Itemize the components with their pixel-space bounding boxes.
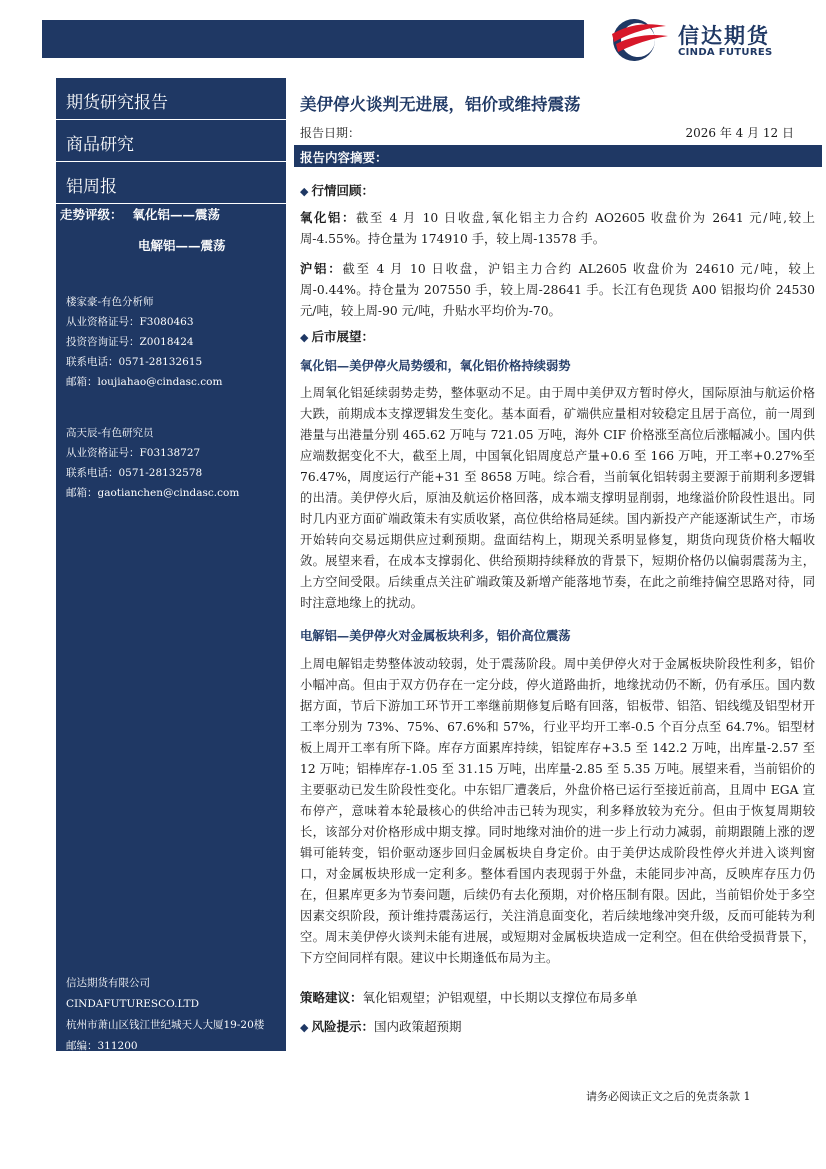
analyst-advisor-id: 投资咨询证号：Z0018424 bbox=[66, 336, 194, 348]
analyst-qualification: 从业资格证号：F3080463 bbox=[66, 316, 194, 328]
analyst-phone: 联系电话：0571-28132615 bbox=[66, 356, 203, 368]
alumina-outlook-text: 上周氧化铝延续弱势走势，整体驱动不足。由于周中美伊双方暂时停火，国际原油与航运价格大跌，前期成本支撑逻辑发生变化。基本面看，矿端供应量相对较稳定且居于高位，前一周到港量与出港量分别 465.62 万吨与 721.05 万吨，海外 CIF 价格涨至高位后涨幅减小。国内供应端数据变化不大，截至上周，中国氧化铝周度总产量+0.6 至 166 万吨，开工率+0.27%至 76.47%，周度运行产能+31 至 8658 万吨。综合看，当前氧化铝转弱主要源于前期利多逻辑的出清。美伊停火后，原油及航运价格回落，成本端支撑明显削弱，地缘溢价阶段性退出。同时几内亚方面矿端政策未有实质收紧，高位供给格局延续。国内新投产产能逐渐试生产，市场开始转向交易远期供应过剩预期。盘面结构上，期现关系明显修复，期货向现货价格大幅收敛。展望来看，在成本支撑弱化、供给预期持续释放的背景下，短期价格仍以偏弱震荡为主，上方空间受限。后续重点关注矿端政策及新增产能落地节奏，在此之前维持偏空思路对待，同时注意地缘上的扰动。 bbox=[300, 386, 815, 610]
risk-label: 风险提示： bbox=[311, 1019, 374, 1034]
company-address: 杭州市萧山区钱江世纪城天人大厦19-20楼 bbox=[66, 1019, 265, 1031]
alumina-outlook-subtitle: 氧化铝—美伊停火局势缓和，氧化铝价格持续弱势 bbox=[300, 358, 571, 373]
review-aluminium-text: 截至 4 月 10 日收盘，沪铝主力合约 AL2605 收盘价为 24610 元/吨，较上周-0.44%。持仓量为 207550 手，较上周-28641 手。长江有色现货 A00 铝报均价 24530 元/吨，较上周-90 元/吨，升贴水平均价为-70。 bbox=[300, 262, 815, 318]
analyst-email: 邮箱：loujiahao@cindasc.com bbox=[66, 376, 223, 388]
strategy-label: 策略建议： bbox=[300, 990, 363, 1005]
logo-chinese-name: 信达期货 bbox=[678, 24, 770, 48]
cinda-logo-mark-icon bbox=[606, 14, 670, 64]
analyst-email: 邮箱：gaotianchen@cindasc.com bbox=[66, 487, 240, 499]
strategy-text: 氧化铝观望；沪铝观望，中长期以支撑位布局多单 bbox=[362, 990, 638, 1005]
company-info bbox=[66, 973, 264, 1057]
header-bar bbox=[42, 20, 584, 58]
report-date-row bbox=[300, 124, 810, 141]
sidebar-item-report-type: 期货研究报告 bbox=[56, 78, 286, 120]
aluminium-outlook-subtitle: 电解铝—美伊停火对金属板块利多，铝价高位震荡 bbox=[300, 628, 571, 643]
analyst-qualification: 从业资格证号：F03138727 bbox=[66, 447, 201, 459]
report-date: 2026 年 4 月 12 日 bbox=[685, 126, 794, 140]
diamond-bullet-icon: ◆ bbox=[300, 1021, 309, 1034]
analyst-phone: 联系电话：0571-28132578 bbox=[66, 467, 203, 479]
report-date-label: 报告日期： bbox=[300, 126, 361, 140]
company-site: CINDAFUTURESCO.LTD bbox=[66, 998, 200, 1010]
report-title: 美伊停火谈判无进展，铝价或维持震荡 bbox=[300, 95, 581, 114]
company-name: 信达期货有限公司 bbox=[66, 977, 150, 989]
rating-aluminium: 电解铝——震荡 bbox=[138, 238, 226, 253]
risk-text: 国内政策超预期 bbox=[373, 1019, 462, 1034]
review-alumina-text: 截至 4 月 10 日收盘,氧化铝主力合约 AO2605 收盘价为 2641 元/吨,较上周-4.55%。持仓量为 174910 手，较上周-13578 手。 bbox=[300, 211, 815, 246]
analyst-name: 高天辰-有色研究员 bbox=[66, 427, 154, 439]
review-alumina-label: 氧化铝： bbox=[300, 210, 356, 225]
diamond-bullet-icon: ◆ bbox=[300, 185, 309, 198]
strategy-row bbox=[300, 988, 638, 1006]
logo-english-name: CINDA FUTURES bbox=[678, 47, 773, 58]
cinda-logo bbox=[606, 14, 806, 64]
analyst-name: 楼家豪-有色分析师 bbox=[66, 296, 154, 308]
aluminium-outlook-text: 上周电解铝走势整体波动较弱，处于震荡阶段。周中美伊停火对于金属板块阶段性利多，铝价小幅冲高。但由于双方仍存在一定分歧，停火道路曲折，地缘扰动仍不断，仍有承压。国内数据方面，节后下游加工环节开工率继前期修复后略有回落，铝板带、铝箔、铝线缆及铝型材开工率分别为 73%、75%、67.6%和 57%，行业平均开工率-0.5 个百分点至 64.7%。铝型材板上周开工率有所下降。库存方面累库持续，铝锭库存+3.5 至 142.2 万吨，出库量-2.57 至 12 万吨；铝棒库存-1.05 至 31.15 万吨，出库量-2.85 至 5.35 万吨。展望来看，当前铝价的主要驱动已发生阶段性变化。中东铝厂遭袭后，外盘价格已运行至接近前高，且周中 EGA 宣布停产，意味着本轮最核心的供给冲击已转为现实，利多释放较为充分。但由于恢复周期较长，该部分对价格形成中期支撑。同时地缘对油价的进一步上行动力减弱，前期跟随上涨的逻辑可能转变，铝价驱动逐步回归金属板块自身定价。由于美伊达成阶段性停火并进入谈判窗口，对金属板块形成一定利多。整体看国内表现弱于外盘，未能同步冲高，反映库存压力仍在，但累库更多为节奏问题，后续仍有去化预期，对价格压制有限。因此，当前铝价处于多空因素交织阶段，预计维持震荡运行，关注消息面变化，若后续地缘冲突升级，反而可能转为利空。周末美伊停火谈判未能有进展，或短期对金属板块造成一定利空。但在供给受损背景下，下方空间同样有限。建议中长期逢低布局为主。 bbox=[300, 657, 815, 965]
sidebar-item-product: 铝周报 bbox=[56, 162, 286, 204]
review-alumina bbox=[300, 207, 815, 250]
company-postcode: 邮编：311200 bbox=[66, 1040, 138, 1052]
rating-alumina: 氧化铝——震荡 bbox=[132, 207, 221, 222]
summary-heading: 报告内容摘要： bbox=[294, 145, 822, 167]
diamond-bullet-icon: ◆ bbox=[300, 331, 309, 344]
sidebar-item-category: 商品研究 bbox=[56, 120, 286, 162]
sidebar bbox=[56, 78, 286, 1051]
review-heading: ◆ 行情回顾： bbox=[300, 183, 374, 198]
review-aluminium bbox=[300, 258, 815, 322]
page-footer-disclaimer: 请务必阅读正文之后的免责条款 1 bbox=[586, 1090, 751, 1103]
analyst-card bbox=[66, 423, 239, 503]
analyst-card bbox=[66, 292, 222, 392]
risk-row bbox=[300, 1017, 462, 1035]
rating-label: 走势评级： bbox=[60, 207, 123, 222]
review-aluminium-label: 沪铝： bbox=[300, 261, 343, 276]
outlook-heading: ◆ 后市展望： bbox=[300, 329, 374, 344]
